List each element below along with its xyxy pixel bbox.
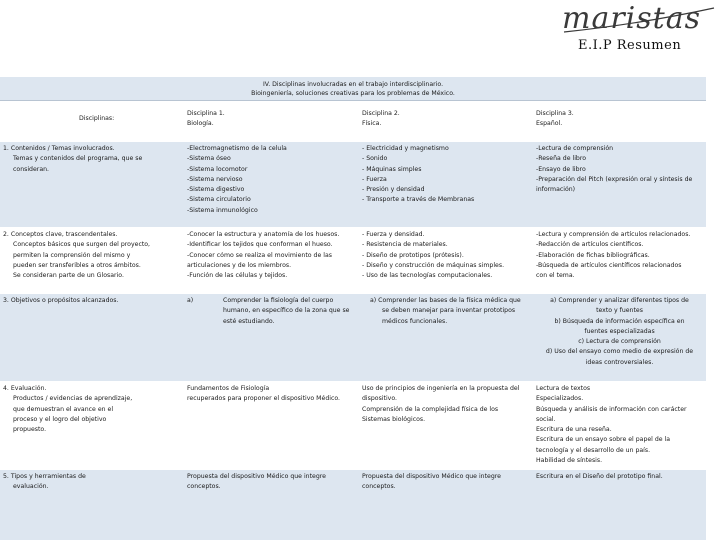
cell-d2: Propuesta del dispositivo Médico que integre conceptos. [359, 470, 533, 540]
cell-d1: -Electromagnetismo de la celula -Sistema óseo -Sistema locomotor -Sistema nervioso -Sistema digestivo -Sistema circulatorio -Sistema inmunológico [184, 142, 359, 228]
table-row [0, 228, 706, 294]
cell-d1: Fundamentos de Fisiología recuperados para proponer el dispositivo Médico. [184, 382, 359, 470]
cell-d3: Lectura de textos Especializados. Búsqueda y análisis de información con carácter social. Escritura de una reseña. Escritura de un ensayo sobre el papel de la tecnología y el desarrollo de un país. Habilidad de síntesis. [533, 382, 706, 470]
cell-d3: a) Comprender y analizar diferentes tipos de texto y fuentes b) Búsqueda de información específica en fuentes especializadas c) Lectura de comprensión d) Uso del ensayo como medio de expresión de ideas controversiales. [533, 294, 706, 382]
summary-table [0, 76, 706, 540]
objective-item: a) Comprender la fisiología del cuerpo humano, en específico de la zona que se esté estudiando. [187, 297, 350, 325]
table-row [0, 382, 706, 470]
table-title: IV. Disciplinas involucradas en el trabajo interdisciplinario. Bioingeniería, soluciones creativas para los problemas de México. [0, 77, 706, 101]
row-label: 2. Conceptos clave, trascendentales. Conceptos básicos que surgen del proyecto, permiten la comprensión del mismo y pueden ser transferibles a otros ámbitos. Se consideran parte de un Glosario. [0, 228, 184, 294]
page-subtitle: E.I.P Resumen [578, 38, 682, 53]
row-label: 4. Evaluación. Productos / evidencias de aprendizaje, que demuestran el avance en el proceso y el logro del objetivo propuesto. [0, 382, 184, 470]
col-header-d1: Disciplina 1. Biología. [184, 101, 359, 142]
cell-d1 [184, 294, 359, 382]
cell-d2: Uso de principios de ingeniería en la propuesta del dispositivo. Comprensión de la complejidad física de los Sistemas biológicos. [359, 382, 533, 470]
col-header-label: Disciplinas: [0, 101, 184, 142]
row-label: 3. Objetivos o propósitos alcanzados. [0, 294, 184, 382]
table-title-row [0, 77, 706, 101]
cell-d1: -Conocer la estructura y anatomía de los huesos. -Identificar los tejidos que conforman el hueso. -Conocer cómo se realiza el movimiento de las articulaciones y de los miembros. -Función de las células y tejidos. [184, 228, 359, 294]
header-row [0, 101, 706, 142]
logo-text: maristas [562, 2, 702, 36]
maristas-logo [560, 2, 716, 36]
cell-d2: a) Comprender las bases de la física médica que se deben manejar para inventar prototipos médicos funcionales. [359, 294, 533, 382]
cell-d2: - Electricidad y magnetismo - Sonido - Máquinas simples - Fuerza - Presión y densidad - Transporte a través de Membranas [359, 142, 533, 228]
col-header-d2: Disciplina 2. Física. [359, 101, 533, 142]
table-row [0, 142, 706, 228]
cell-d3: -Lectura de comprensión -Reseña de libro -Ensayo de libro -Preparación del Pitch (expresión oral y síntesis de información) [533, 142, 706, 228]
cell-d2: - Fuerza y densidad. - Resistencia de materiales. - Diseño de prototipos (prótesis). - Diseño y construcción de máquinas simples. - Uso de las tecnologías computacionales. [359, 228, 533, 294]
col-header-d3: Disciplina 3. Español. [533, 101, 706, 142]
table-row [0, 470, 706, 540]
row-label: 1. Contenidos / Temas involucrados. Temas y contenidos del programa, que se consideran. [0, 142, 184, 228]
cell-d3: Escritura en el Diseño del prototipo final. [533, 470, 706, 540]
row-label: 5. Tipos y herramientas de evaluación. [0, 470, 184, 540]
cell-d1: Propuesta del dispositivo Médico que integre conceptos. [184, 470, 359, 540]
table-row [0, 294, 706, 382]
cell-d3: -Lectura y comprensión de artículos relacionados. -Redacción de artículos científicos. -Elaboración de fichas bibliográficas. -Búsqueda de artículos científicos relacionados con el tema. [533, 228, 706, 294]
